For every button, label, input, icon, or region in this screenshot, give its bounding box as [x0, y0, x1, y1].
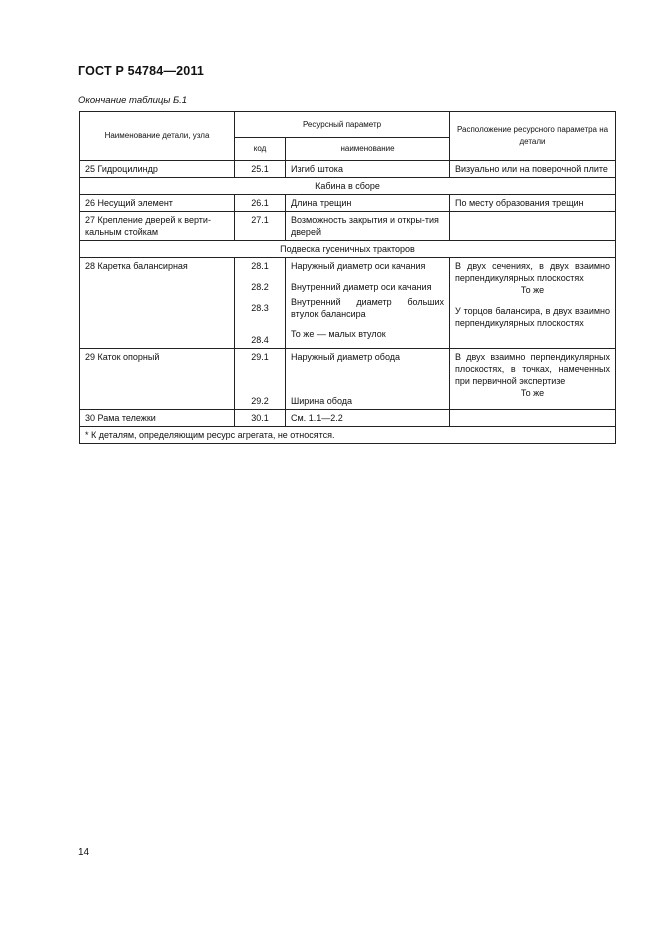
code-value: 28.2 — [251, 282, 269, 292]
table-caption: Окончание таблицы Б.1 — [78, 95, 188, 106]
table-row — [80, 161, 616, 178]
param-name: Наружный диаметр оси качания — [291, 261, 426, 271]
row-part: 26 Несущий элемент — [80, 195, 235, 212]
location-text: У торцов балансира, в двух взаимно перпендикулярных плоскостях — [455, 306, 611, 328]
row-location — [450, 258, 616, 349]
section-row — [80, 241, 616, 258]
section-title: Кабина в сборе — [80, 178, 616, 195]
footnote-row — [80, 427, 616, 444]
param-name: Внутренний диаметр больших втулок балансира — [291, 297, 445, 319]
row-code: 27.1 — [235, 212, 286, 241]
param-name: Наружный диаметр обода — [291, 352, 401, 362]
row-part: 30 Рама тележки — [80, 410, 235, 427]
document-header: ГОСТ Р 54784—2011 — [78, 64, 205, 78]
location-text: В двух взаимно перпендикулярных плоскостях, в точках, намеченных при первичной экспертизе — [455, 352, 611, 386]
row-part: 29 Каток опорный — [80, 349, 235, 410]
row-codes — [235, 258, 286, 349]
header-part: Наименование детали, узла — [80, 112, 235, 161]
param-name: Ширина обода — [291, 396, 353, 406]
code-value: 28.4 — [251, 335, 269, 345]
row-param-names — [286, 258, 450, 349]
row-part: 28 Каретка балансирная — [80, 258, 235, 349]
row-location — [450, 410, 616, 427]
table-row — [80, 258, 616, 349]
section-row — [80, 178, 616, 195]
row-param-names — [286, 349, 450, 410]
row-code: 26.1 — [235, 195, 286, 212]
table-row — [80, 349, 616, 410]
param-name: То же — малых втулок — [291, 329, 386, 339]
row-code: 30.1 — [235, 410, 286, 427]
row-param-name: Изгиб штока — [286, 161, 450, 178]
code-value: 28.1 — [251, 261, 269, 271]
header-name: наименование — [286, 138, 450, 161]
row-location: По месту образования трещин — [450, 195, 616, 212]
header-code: код — [235, 138, 286, 161]
row-location: Визуально или на поверочной плите — [450, 161, 616, 178]
parts-table — [79, 111, 616, 444]
footnote: * К деталям, определяющим ресурс агрегата, не относятся. — [80, 427, 616, 444]
section-title: Подвеска гусеничных тракторов — [80, 241, 616, 258]
code-value: 29.1 — [251, 352, 269, 362]
row-part: 27 Крепление дверей к верти-кальным стойкам — [80, 212, 235, 241]
header-resource-param: Ресурсный параметр — [235, 112, 450, 138]
code-value: 29.2 — [251, 396, 269, 406]
row-param-name: Возможность закрытия и откры-тия дверей — [286, 212, 450, 241]
row-codes — [235, 349, 286, 410]
table-row — [80, 195, 616, 212]
location-text: То же — [520, 388, 545, 398]
row-location — [450, 212, 616, 241]
row-part: 25 Гидроцилиндр — [80, 161, 235, 178]
code-value: 28.3 — [251, 303, 269, 313]
table-row — [80, 212, 616, 241]
page-number: 14 — [78, 847, 90, 858]
row-param-name: См. 1.1—2.2 — [286, 410, 450, 427]
row-code: 25.1 — [235, 161, 286, 178]
location-text: То же — [520, 285, 545, 295]
header-location: Расположение ресурсного параметра на детали — [450, 112, 616, 161]
param-name: Внутренний диаметр оси качания — [291, 282, 432, 292]
row-param-name: Длина трещин — [286, 195, 450, 212]
table-row — [80, 410, 616, 427]
row-location — [450, 349, 616, 410]
location-text: В двух сечениях, в двух взаимно перпендикулярных плоскостях — [455, 261, 611, 283]
